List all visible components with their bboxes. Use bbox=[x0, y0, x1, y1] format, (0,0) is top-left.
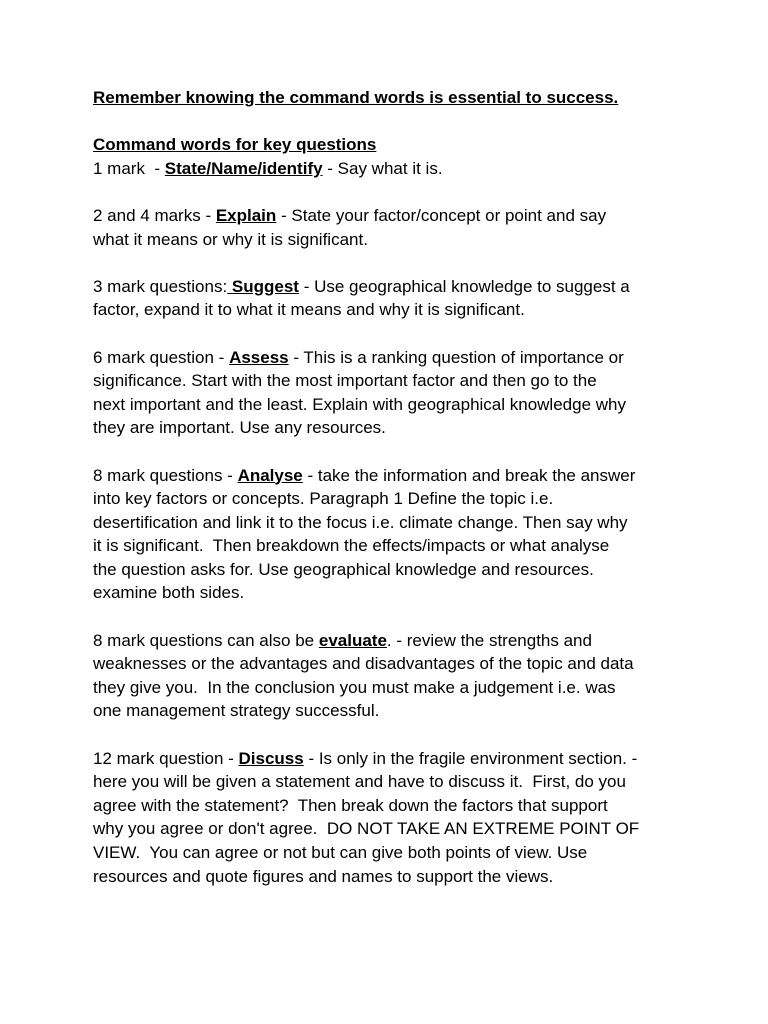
paragraph-line bbox=[93, 652, 683, 676]
paragraph-line bbox=[93, 298, 683, 322]
command-word-list bbox=[93, 157, 683, 888]
command-word: Suggest bbox=[227, 276, 299, 296]
paragraph-line bbox=[93, 534, 683, 558]
text-segment: into key factors or concepts. Paragraph 1 Define the topic i.e. bbox=[93, 489, 554, 509]
paragraph-line bbox=[93, 369, 683, 393]
text-segment: 1 mark - bbox=[93, 158, 165, 178]
paragraph-line bbox=[93, 228, 683, 252]
paragraph-line bbox=[93, 464, 683, 488]
text-segment: next important and the least. Explain with geographical knowledge why bbox=[93, 394, 626, 414]
intro-text: Remember knowing the command words is essential to success. bbox=[93, 88, 619, 107]
text-segment: weaknesses or the advantages and disadvantages of the topic and data bbox=[93, 654, 634, 674]
text-segment: here you will be given a statement and have to discuss it. First, do you bbox=[93, 772, 626, 792]
text-segment: - Say what it is. bbox=[322, 158, 443, 178]
text-segment: - State your factor/concept or point and say bbox=[276, 205, 607, 225]
command-word-paragraph bbox=[93, 204, 683, 251]
paragraph-line bbox=[93, 581, 683, 605]
text-segment: VIEW. You can agree or not but can give both points of view. Use bbox=[93, 843, 588, 862]
paragraph-line bbox=[93, 817, 683, 841]
command-word: State/Name/identify bbox=[164, 158, 323, 178]
paragraph-line bbox=[93, 699, 683, 723]
paragraph-line bbox=[93, 794, 683, 818]
text-segment: resources and quote figures and names to support the views. bbox=[93, 866, 554, 886]
text-segment: - take the information and break the answer bbox=[302, 465, 636, 485]
command-word-paragraph bbox=[93, 275, 683, 322]
paragraph-line bbox=[93, 275, 683, 299]
text-segment: it is significant. Then breakdown the effects/impacts or what analyse bbox=[93, 536, 610, 556]
text-segment: one management strategy successful. bbox=[93, 701, 380, 721]
text-segment: 12 mark question - bbox=[93, 748, 239, 768]
command-word: Discuss bbox=[238, 748, 304, 768]
text-segment: they are important. Use any resources. bbox=[93, 418, 386, 438]
text-segment: agree with the statement? Then break down the factors that support bbox=[93, 795, 608, 815]
command-word: Analyse bbox=[237, 465, 303, 485]
text-segment: significance. Start with the most important factor and then go to the bbox=[93, 371, 597, 391]
text-segment: - Use geographical knowledge to suggest a bbox=[298, 276, 630, 296]
text-segment: 3 mark questions: bbox=[93, 276, 228, 296]
command-word-paragraph bbox=[93, 747, 683, 889]
paragraph-line bbox=[93, 511, 683, 535]
text-segment: - This is a ranking question of importance or bbox=[288, 347, 624, 367]
paragraph-line bbox=[93, 841, 683, 865]
section-heading: Command words for key questions bbox=[93, 135, 377, 155]
text-segment: - Is only in the fragile environment section. - bbox=[303, 748, 638, 768]
text-segment: factor, expand it to what it means and why it is significant. bbox=[93, 300, 525, 320]
command-word-paragraph bbox=[93, 629, 683, 723]
command-word: Assess bbox=[229, 347, 289, 367]
text-segment: the question asks for. Use geographical knowledge and resources. bbox=[93, 559, 594, 579]
command-word: evaluate bbox=[318, 630, 387, 650]
text-segment: why you agree or don't agree. DO NOT TAKE AN EXTREME POINT OF bbox=[93, 819, 640, 839]
text-segment: what it means or why it is significant. bbox=[93, 229, 368, 249]
paragraph-line bbox=[93, 629, 683, 653]
document-page bbox=[93, 86, 683, 912]
paragraph-line bbox=[93, 204, 683, 228]
paragraph-line bbox=[93, 487, 683, 511]
paragraph-line bbox=[93, 770, 683, 794]
paragraph-line bbox=[93, 747, 683, 771]
text-segment: 6 mark question - bbox=[93, 347, 230, 367]
text-segment: they give you. In the conclusion you must make a judgement i.e. was bbox=[93, 677, 616, 697]
text-segment: 8 mark questions can also be bbox=[93, 630, 319, 650]
command-word: Explain bbox=[215, 205, 277, 225]
paragraph-line bbox=[93, 346, 683, 370]
text-segment: examine both sides. bbox=[93, 583, 245, 603]
text-segment: desertification and link it to the focus i.e. climate change. Then say why bbox=[93, 512, 628, 532]
paragraph-line bbox=[93, 416, 683, 440]
paragraph-line bbox=[93, 393, 683, 417]
paragraph-line bbox=[93, 676, 683, 700]
command-word-paragraph bbox=[93, 464, 683, 606]
paragraph-line bbox=[93, 157, 683, 181]
intro-paragraph bbox=[93, 86, 683, 110]
paragraph-line bbox=[93, 865, 683, 889]
heading-block bbox=[93, 133, 683, 157]
command-word-paragraph bbox=[93, 157, 683, 181]
text-segment: 8 mark questions - bbox=[93, 465, 238, 485]
text-segment: . - review the strengths and bbox=[386, 630, 592, 650]
paragraph-line bbox=[93, 558, 683, 582]
text-segment: 2 and 4 marks - bbox=[93, 205, 216, 225]
command-word-paragraph bbox=[93, 346, 683, 440]
